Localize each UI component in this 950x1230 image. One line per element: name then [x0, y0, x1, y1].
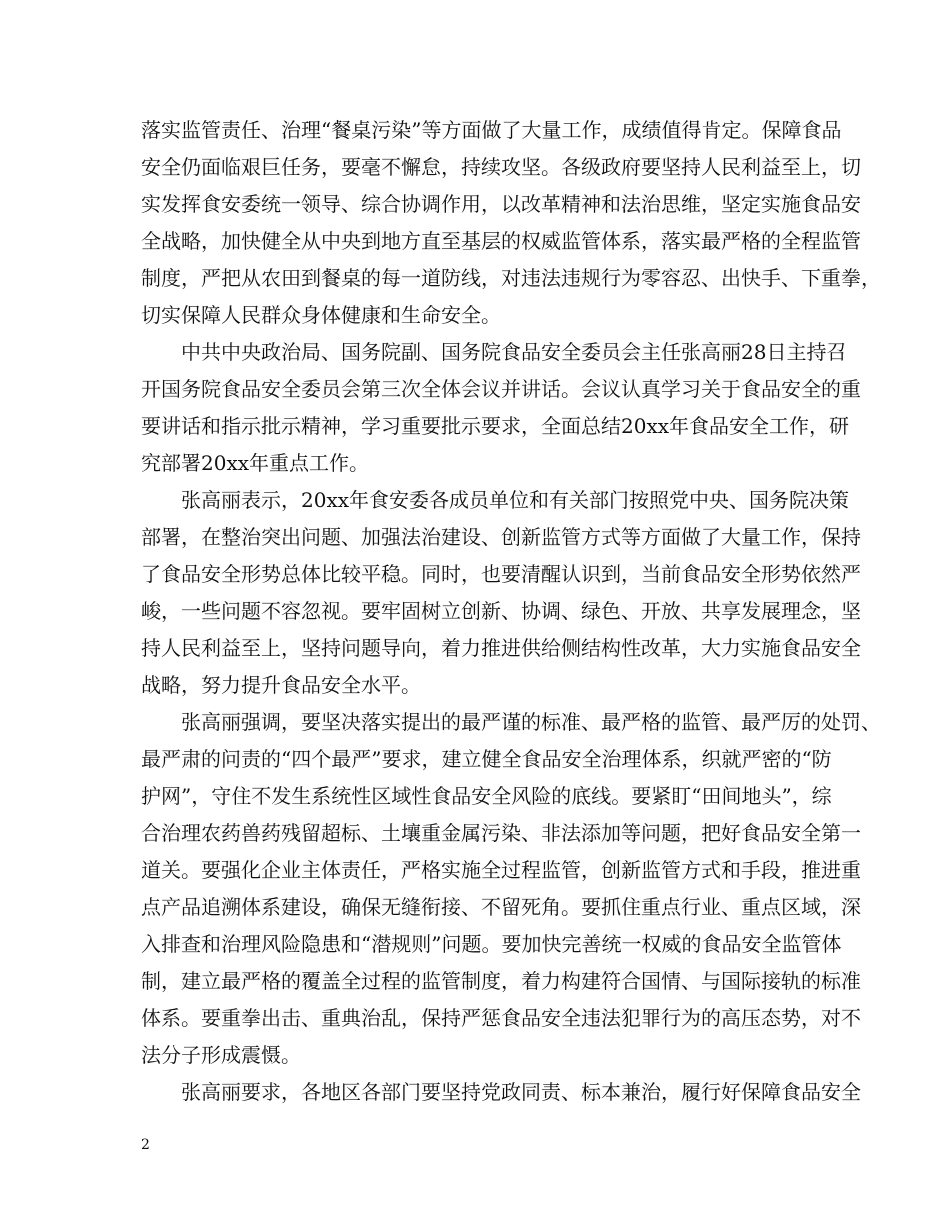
page-number: 2 [141, 1137, 150, 1153]
text-line: 护网”，守住不发生系统性区域性食品安全风险的底线。要紧盯“田间地头”，综 [141, 784, 832, 808]
text-line: 制度，严把从农田到餐桌的每一道防线，对违法违规行为零容忍、出快手、下重拳， [141, 266, 881, 290]
paragraph-first-line: 中共中央政治局、国务院副、国务院食品安全委员会主任张高丽28日主持召 [181, 340, 847, 364]
text-line: 制，建立最严格的覆盖全过程的监管制度，着力构建符合国情、与国际接轨的标准 [141, 969, 861, 993]
text-line: 部署，在整治突出问题、加强法治建设、创新监管方式等方面做了大量工作，保持 [141, 525, 861, 549]
text-line: 落实监管责任、治理“餐桌污染”等方面做了大量工作，成绩值得肯定。保障食品 [141, 118, 842, 142]
paragraph-first-line: 张高丽要求，各地区各部门要坚持党政同责、标本兼治，履行好保障食品安全 [181, 1080, 861, 1104]
text-line: 道关。要强化企业主体责任，严格实施全过程监管，创新监管方式和手段，推进重 [141, 858, 861, 882]
paragraph-first-line: 张高丽表示，20xx年食安委各成员单位和有关部门按照党中央、国务院决策 [181, 488, 850, 512]
text-line: 安全仍面临艰巨任务，要毫不懈怠，持续攻坚。各级政府要坚持人民利益至上，切 [141, 155, 861, 179]
text-line: 了食品安全形势总体比较平稳。同时，也要清醒认识到，当前食品安全形势依然严 [141, 562, 861, 586]
document-body [141, 112, 881, 1111]
text-line: 峻，一些问题不容忽视。要牢固树立创新、协调、绿色、开放、共享发展理念，坚 [141, 599, 861, 623]
text-line: 究部署20xx年重点工作。 [141, 451, 370, 475]
text-line: 合治理农药兽药残留超标、土壤重金属污染、非法添加等问题，把好食品安全第一 [141, 821, 861, 845]
text-line: 战略，努力提升食品安全水平。 [141, 673, 421, 697]
text-line: 切实保障人民群众身体健康和生命安全。 [141, 303, 501, 327]
text-line: 最严肃的问责的“四个最严”要求，建立健全食品安全治理体系，织就严密的“防 [141, 747, 832, 771]
text-line: 入排查和治理风险隐患和“潜规则”问题。要加快完善统一权威的食品安全监管体 [141, 932, 842, 956]
text-line: 实发挥食安委统一领导、综合协调作用，以改革精神和法治思维，坚定实施食品安 [141, 192, 861, 216]
paragraph-first-line: 张高丽强调，要坚决落实提出的最严谨的标准、最严格的监管、最严厉的处罚、 [181, 710, 881, 734]
text-line: 持人民利益至上，坚持问题导向，着力推进供给侧结构性改革，大力实施食品安全 [141, 636, 861, 660]
text-line: 全战略，加快健全从中央到地方直至基层的权威监管体系，落实最严格的全程监管 [141, 229, 861, 253]
text-line: 开国务院食品安全委员会第三次全体会议并讲话。会议认真学习关于食品安全的重 [141, 377, 861, 401]
text-line: 法分子形成震慑。 [141, 1043, 301, 1067]
text-line: 要讲话和指示批示精神，学习重要批示要求，全面总结20xx年食品安全工作，研 [141, 414, 850, 438]
text-line: 体系。要重拳出击、重典治乱，保持严惩食品安全违法犯罪行为的高压态势，对不 [141, 1006, 861, 1030]
text-line: 点产品追溯体系建设，确保无缝衔接、不留死角。要抓住重点行业、重点区域，深 [141, 895, 861, 919]
